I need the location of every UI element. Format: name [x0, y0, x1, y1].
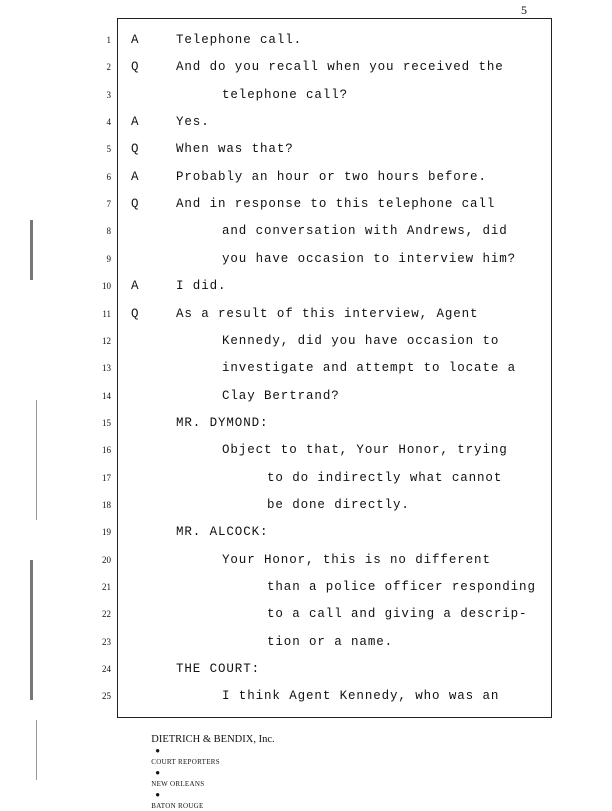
line-number: 14 [102, 390, 111, 401]
line-number: 5 [106, 144, 111, 155]
reporter-firm: DIETRICH & BENDIX, Inc. [151, 734, 275, 745]
line-number: 19 [102, 527, 111, 538]
speaker-label: Q [131, 142, 139, 157]
transcript-line: I did. [176, 279, 227, 294]
transcript-line: Object to that, Your Honor, trying [222, 443, 508, 458]
transcript-line: Telephone call. [176, 33, 303, 47]
page-footer [146, 723, 275, 811]
scan-artifact [30, 560, 33, 700]
bullet-icon: ● [151, 746, 165, 755]
transcript-line: and conversation with Andrews, did [222, 224, 508, 239]
line-number: 10 [102, 281, 111, 292]
line-number: 1 [106, 35, 111, 45]
line-number: 7 [106, 199, 111, 210]
top-rule [117, 18, 552, 19]
line-number: 25 [102, 691, 111, 702]
transcript-line: MR. ALCOCK: [176, 525, 269, 540]
line-number: 21 [102, 582, 111, 592]
transcript-line: Yes. [176, 115, 210, 130]
transcript-line: to a call and giving a descrip- [267, 607, 528, 622]
footer-item-new-orleans: NEW ORLEANS [151, 780, 205, 788]
line-number: 22 [102, 609, 111, 620]
transcript-line: telephone call? [222, 87, 349, 102]
page-number: 5 [521, 3, 527, 17]
line-number: 11 [102, 308, 111, 319]
line-number: 16 [102, 445, 111, 456]
transcript-line: you have occasion to interview him? [222, 251, 517, 266]
transcript-line: Kennedy, did you have occasion to [222, 333, 500, 348]
scan-artifact [36, 720, 37, 780]
line-number: 15 [102, 417, 111, 428]
line-number: 24 [102, 664, 111, 675]
line-number: 17 [102, 472, 111, 483]
line-number: 4 [106, 117, 111, 128]
bottom-rule [117, 717, 552, 718]
speaker-label: Q [131, 197, 139, 212]
line-number: 2 [106, 62, 111, 73]
speaker-label: A [131, 169, 139, 184]
bullet-icon: ● [151, 790, 165, 799]
line-number: 23 [102, 636, 111, 647]
transcript-line: than a police officer responding [267, 580, 536, 594]
transcript-line: Your Honor, this is no different [222, 552, 491, 567]
transcript-line: be done directly. [267, 497, 410, 512]
line-number: 6 [106, 171, 111, 182]
bullet-icon: ● [151, 768, 165, 777]
right-margin-rule [551, 18, 552, 718]
line-number: 8 [106, 226, 111, 237]
transcript-line: tion or a name. [267, 634, 394, 649]
line-number: 13 [102, 363, 111, 374]
footer-item-court-reporters: COURT REPORTERS [151, 758, 220, 766]
transcript-line: When was that? [176, 142, 294, 157]
transcript-line: And do you recall when you received the [176, 60, 504, 75]
transcript-line: Probably an hour or two hours before. [176, 169, 487, 184]
footer-item-baton-rouge: BATON ROUGE [151, 802, 204, 810]
transcript-line: to do indirectly what cannot [267, 470, 503, 485]
scan-artifact [36, 400, 37, 520]
transcript-line: investigate and attempt to locate a [222, 361, 517, 376]
left-margin-rule [117, 18, 118, 718]
transcript-line: I think Agent Kennedy, who was an [222, 689, 500, 704]
speaker-label: A [131, 115, 139, 130]
line-number: 12 [102, 335, 111, 346]
speaker-label: Q [131, 306, 139, 321]
scan-artifact [30, 220, 33, 280]
line-number: 9 [106, 253, 111, 264]
line-number: 18 [102, 499, 111, 510]
transcript-line: Clay Bertrand? [222, 388, 340, 403]
speaker-label: Q [131, 60, 139, 75]
line-number: 3 [106, 89, 111, 100]
speaker-label: A [131, 279, 139, 294]
line-number: 20 [102, 554, 111, 565]
transcript-line: MR. DYMOND: [176, 415, 269, 430]
transcript-line: THE COURT: [176, 662, 261, 677]
transcript-line: And in response to this telephone call [176, 197, 496, 212]
speaker-label: A [131, 33, 139, 47]
transcript-line: As a result of this interview, Agent [176, 306, 479, 321]
